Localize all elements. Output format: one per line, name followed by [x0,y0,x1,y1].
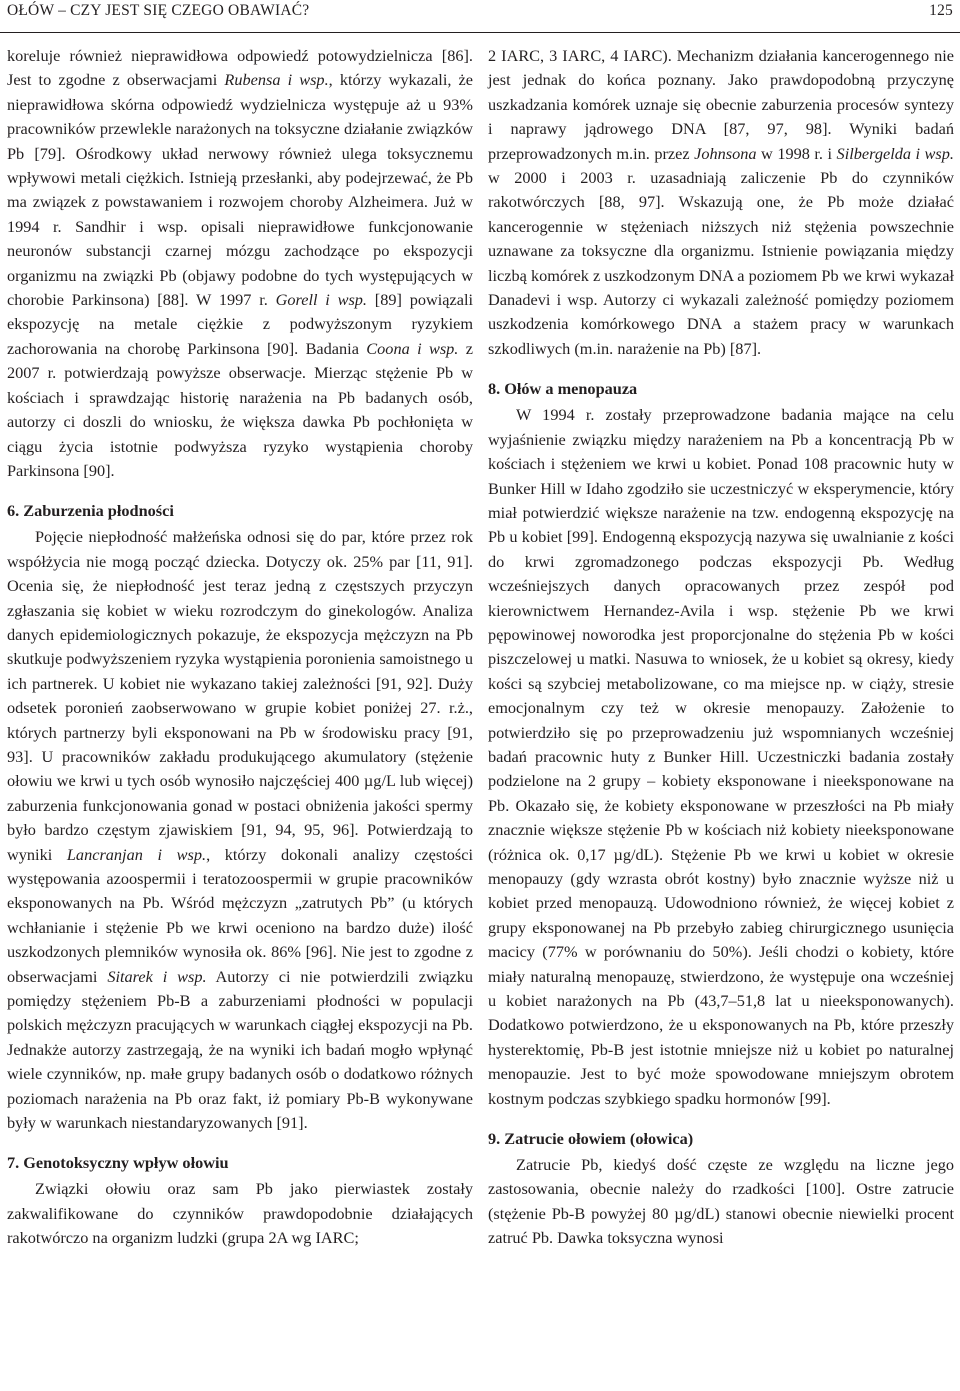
citation-author: Sitarek i wsp. [107,966,207,986]
section-heading-7 [7,1151,473,1175]
page-number: 125 [929,2,953,19]
text-run: Zatrucie Pb, kiedyś dość częste ze względu na liczne jego zastosowania, obecnie należy do rzadkości [100]. Ostre zatrucie (stężenie Pb-B powyżej 80 µg/dL) stanowi obecnie niewielki procent zatruć Pb. Dawka toksyczna wynosi [488,1155,954,1248]
header-rule [0,32,960,33]
text-run: w 2000 i 2003 r. uzasadniają zaliczenie Pb do czynników rakotwórczych [88, 97]. Wskazują one, że Pb może działać kancerogennie w stężeniach niższych niż stężenia powszechnie uznawane za toksyczne dla organizmu. Istnienie powiązania między liczbą komórek z uszkodzonym DNA a poziomem Pb we krwi wykazał Danadevi i wsp. Autorzy ci wykazali zależność pomiędzy poziomem uszkodzenia komórkowego DNA a stażem pracy w warunkach szkodliwych (m.in. narażenie na Pb) [87]. [488,168,954,358]
paragraph-genotox-continued [488,44,954,361]
text-run: w 1998 r. i [761,143,833,163]
text-run: Związki ołowiu oraz sam Pb jako pierwiastek zostały zakwalifikowane do czynników prawdopodobnie działających rakotwórczo na organizm ludzki (grupa 2A wg IARC; [7,1179,473,1248]
section-title: Genotoksyczny wpływ ołowiu [23,1153,229,1173]
right-column [488,44,954,1251]
paragraph-fertility [7,525,473,1135]
section-number: 7. [7,1153,20,1173]
citation-author: Gorell i wsp. [275,290,367,310]
section-number: 8. [488,379,501,399]
text-run: Autorzy ci nie potwierdzili związku pomiędzy stężeniem Pb-B a zaburzeniami płodności w populacji polskich mężczyzn pracujących w warunkach ciągłej ekspozycji na Pb. Jednakże autorzy zastrzegają, że na wyniki ich badań mogło wpłynąć wiele czynników, np. małe grupy badanych osób o dodatkowo różnych poziomach narażenia na Pb oraz fakt, iż pomiary Pb-B wykonywane były w warunkach niestandaryzowanych [91]. [7,966,474,1133]
paragraph-neuro [7,44,473,483]
section-title: Zatrucie ołowiem (ołowica) [504,1129,694,1149]
citation-author: Coona i wsp. [366,338,459,358]
text-run: , którzy wykazali, że nieprawidłowa skórna odpowiedź wydzielnicza występuje aż u 93% pracowników przewlekle narażonych na toksyczne działanie związków Pb [79]. Ośrodkowy układ nerwowy również ulega toksycznemu wpływowi metali ciężkich. Istnieją przesłanki, aby podejrzewać, że Pb ma związek z powstawaniem i rozwojem choroby Alzheimera. Już w 1994 r. Sandhir i wsp. opisali nieprawidłowe funkcjonowanie neuronów substancji czarnej mózgu zachodzące po ekspozycji organizmu na związki Pb (objawy podobne do tych występujących w chorobie Parkinsona) [88]. W 1997 r. [7,70,473,310]
section-heading-6 [7,499,473,523]
text-run: W 1994 r. zostały przeprowadzone badania mające na celu wyjaśnienie związku między narażeniem na Pb a koncentracją Pb w kościach i stężeniem we krwi u kobiet. Ponad 108 pracownic huty w Bunker Hill w Idaho zgodziło sie uczestniczyć w eksperymencie, który miał potwierdzić większe narażenie na tzw. endogenną ekspozycję na Pb u kobiet [99]. Endogenną ekspozycją nazywa się uwalnianie z kości do krwi zgromadzonego podczas ekspozycji Pb. Według wcześniejszych danych opracowanych przez zespół pod kierownictwem Hernandez-Avila i wsp. stężenie Pb we krwi pępowinowej noworodka jest proporcjonalne do stężenia Pb w kości piszczelowej u matki. Nasuwa to wniosek, że u kobiet są okresy, kiedy kości są szybciej metabolizowane, co ma miejsce np. w ciąży, stresie emocjonalnym czy też w okresie menopauzy. Założenie to potwierdziło się po przeprowadzeniu już wspomnianych wcześniej badań pracownic huty z Bunker Hill. Uczestniczki badania zostały podzielone na 2 grupy – kobiety eksponowane i nieeksponowane na Pb. Okazało się, że kobiety eksponowane w przeszłości na Pb miały znacznie większe stężenie Pb w kościach niż kobiety nieeksponowane (różnica ok. 0,17 µg/dL). Stężenie Pb we krwi u kobiet w okresie menopauzy (gdy wzrasta obrót kostny) było znacznie wyższe niż u kobiet przed menopauzą. Udowodniono również, że więcej kobiet z grupy eksponowanej na Pb przebyło zabieg chirurgicznego usunięcia macicy (77% w porównaniu do 50%). Jeśli chodzi o kobiety, które miały naturalną menopauzę, stwierdzono, że występuje ona wcześniej u kobiet narażonych na Pb (43,7–51,8 lat u nieeksponowanych). Dodatkowo potwierdzono, że u eksponowanych na Pb, które przeszły hysterektomię, Pb-B jest istotnie mniejsze niż u kobiet po naturalnej menopauzie. Jest to być może spowodowane mniejszym obrotem kostnym podczas szybkiego spadku hormonów [99]. [488,405,954,1108]
left-column [7,44,473,1251]
section-heading-9 [488,1127,954,1151]
paragraph-genotox [7,1177,473,1250]
paragraph-menopause [488,403,954,1111]
text-run: Pojęcie niepłodność małżeńska odnosi się do par, które przez rok współżycia nie mogą począć dziecka. Dotyczy ok. 25% par [11, 91]. Ocenia się, że niepłodność jest teraz jedną z częstszych przyczyn zgłaszania się kobiet w wieku rozrodczym do ginekologów. Analiza danych epidemiologicznych pokazuje, że ekspozycja mężczyzn na Pb skutkuje podwyższeniem ryzyka wystąpienia poronienia samoistnego u ich partnerek. U kobiet nie wykazano takiej zależności [91, 92]. Duży odsetek poronień zaobserwowano w grupie kobiet poniżej 27. r.ż., których partnerzy byli eksponowani na Pb w środowisku pracy [91, 93]. U pracowników zakładu produkującego akumulatory (stężenie ołowiu we krwi u tych osób wynosiło najczęściej 400 µg/L lub więcej) zaburzenia funkcjonowania gonad w postaci obniżenia jakości spermy było bardzo częstym zjawiskiem [91, 94, 95, 96]. Potwierdzają to wyniki [7,527,473,864]
text-run: , którzy dokonali analizy częstości występowania azoospermii i teratozoospermii w grupie pracowników eksponowanych na Pb. Wśród mężczyzn „zatrutych Pb” (u których wchłanianie i stężenie Pb we krwi oceniono na bardzo duże) ilość uszkodzonych plemników wynosiła ok. 86% [96]. Nie jest to zgodne z obserwacjami [7,844,473,986]
section-number: 9. [488,1129,501,1149]
section-title: Ołów a menopauza [504,379,638,399]
running-title: OŁÓW – CZY JEST SIĘ CZEGO OBAWIAĆ? [7,2,310,19]
citation-author: Silbergelda i wsp. [836,143,954,163]
running-head [7,2,953,28]
text-run: koreluje również nieprawidłowa odpowiedź potowydzielnicza [86]. Jest to zgodne z obserwacjami [7,46,473,90]
text-run: z 2007 r. potwierdzają powyższe obserwacje. Mierząc stężenie Pb w kościach i sprawdzając historię narażenia na Pb badanych osób, autorzy ci doszli do wniosku, że większa dawka Pb pochłonięta w ciągu życia istotnie podwyższa ryzyko wystąpienia choroby Parkinsona [90]. [7,338,473,480]
citation-author: Rubensa i wsp. [224,70,329,90]
citation-author: Johnsona [694,143,757,163]
text-run: [89] powiązali ekspozycję na metale ciężkie z podwyższonym ryzykiem zachorowania na chorobę Parkinsona [90]. Badania [7,290,473,358]
text-run: 2 IARC, 3 IARC, 4 IARC). Mechanizm działania kancerogennego nie jest jednak do końca poznany. Jako prawdopodobną przyczynę uszkadzania komórek uznaje się obecnie zaburzenia procesów syntezy i naprawy jądrowego DNA [87, 97, 98]. Wyniki badań przeprowadzonych m.in. przez [488,46,954,163]
paragraph-poisoning [488,1153,954,1251]
section-heading-8 [488,377,954,401]
citation-author: Lancranjan i wsp. [66,844,207,864]
section-title: Zaburzenia płodności [23,501,174,521]
section-number: 6. [7,501,20,521]
